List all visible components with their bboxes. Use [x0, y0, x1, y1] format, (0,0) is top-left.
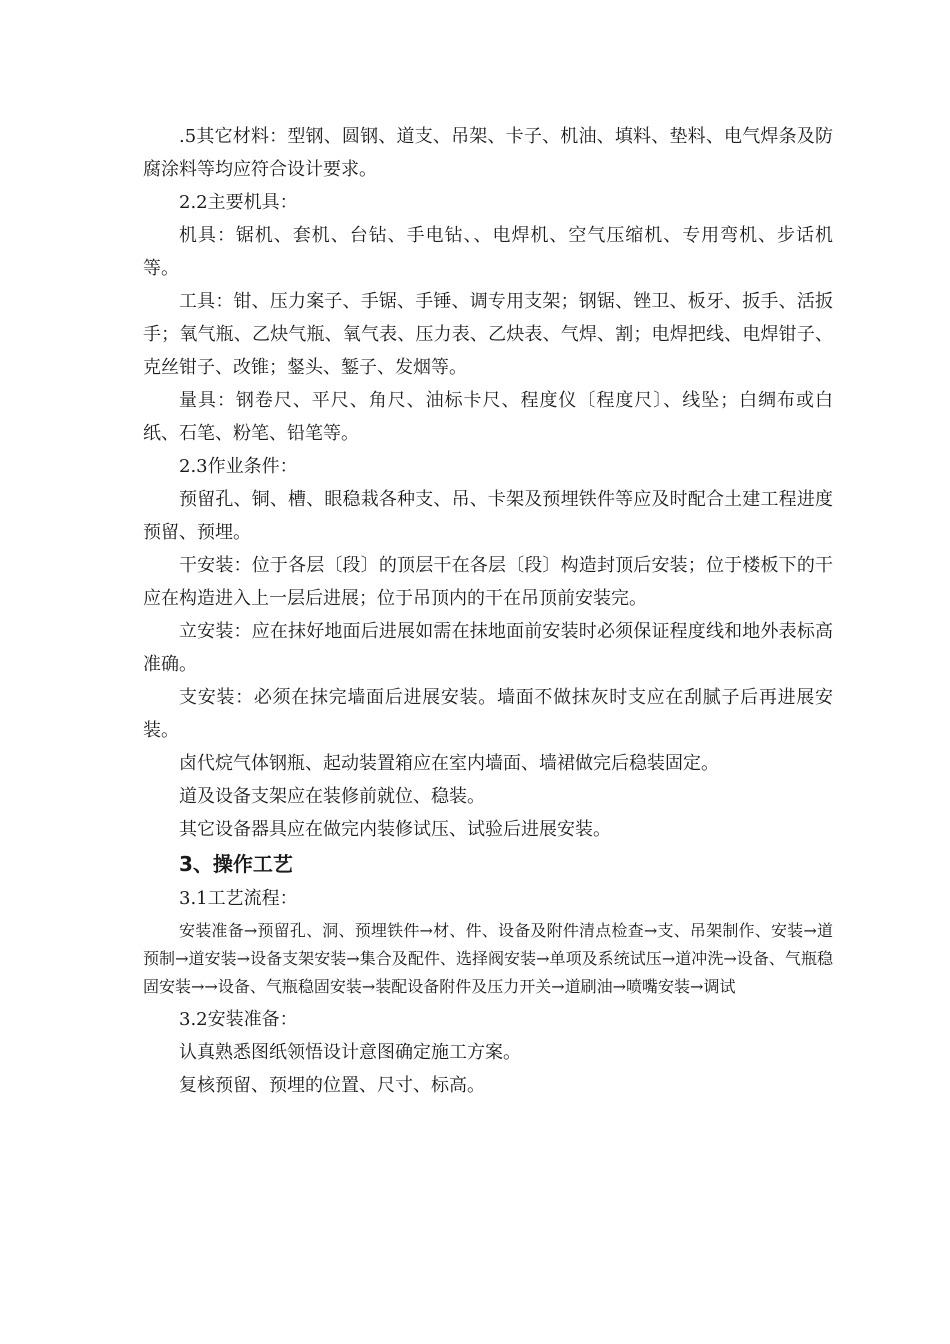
document-body	[143, 120, 833, 1102]
paragraph-verify-positions: 复核预留、预埋的位置、尺寸、标高。	[179, 1075, 485, 1096]
paragraph-main-installation: 干安装：位于各层〔段〕的顶层干在各层〔段〕构造封顶后安装；位于楼板下的干应在构造进入上一层后进展；位于吊顶内的干在吊顶前安装完。	[143, 555, 833, 609]
subheading-installation-prep: 3.2安装准备：	[179, 1009, 298, 1030]
paragraph-study-drawings: 认真熟悉图纸领悟设计意图确定施工方案。	[179, 1042, 521, 1063]
paragraph-equipment-supports: 道及设备支架应在装修前就位、稳装。	[179, 786, 485, 807]
subheading-work-conditions: 2.3作业条件：	[179, 456, 298, 477]
subheading-process-flow: 3.1工艺流程：	[179, 888, 298, 909]
paragraph-riser-installation: 立安装：应在抹好地面后进展如需在抹地面前安装时必须保证程度线和地外表标高准确。	[143, 621, 833, 675]
subheading-main-tools: 2.2主要机具：	[179, 192, 298, 213]
paragraph-process-flow: 安装准备→预留孔、洞、预埋铁件→材、件、设备及附件清点检查→支、吊架制作、安装→道预制→道安装→设备支架安装→集合及配件、选择阀安装→单项及系统试压→道冲洗→设备、气瓶稳固安装→→设备、气瓶稳固安装→装配设备附件及压力开关→道刷油→喷嘴安装→调试	[143, 921, 833, 996]
paragraph-branch-installation: 支安装：必须在抹完墙面后进展安装。墙面不做抹灰时支应在刮腻子后再进展安装。	[143, 687, 833, 741]
paragraph-gas-cylinders: 卤代烷气体钢瓶、起动装置箱应在室内墙面、墙裙做完后稳装固定。	[179, 753, 719, 774]
paragraph-other-equipment: 其它设备器具应在做完内装修试压、试验后进展安装。	[179, 819, 611, 840]
paragraph-measuring-tools: 量具：钢卷尺、平尺、角尺、油标卡尺、程度仪〔程度尺〕、线坠；白绸布或白纸、石笔、粉笔、铅笔等。	[143, 390, 833, 444]
paragraph-hand-tools: 工具：钳、压力案子、手锯、手锤、调专用支架；钢锯、锉卫、板牙、扳手、活扳手；氧气瓶、乙炔气瓶、氧气表、压力表、乙炔表、气焊、割；电焊把线、电焊钳子、克丝钳子、改锥；錖头、錾子、发烟等。	[143, 291, 833, 378]
section-heading-operation-process: 3、操作工艺	[179, 852, 293, 876]
paragraph-reserved-holes: 预留孔、铜、槽、眼稳栽各种支、吊、卡架及预埋铁件等应及时配合土建工程进度预留、预埋。	[143, 489, 833, 543]
paragraph-machines: 机具：锯机、套机、台钻、手电钻、、电焊机、空气压缩机、专用弯机、步话机等。	[143, 225, 833, 279]
paragraph-other-materials: .5其它材料：型钢、圆钢、道支、吊架、卡子、机油、填料、垫料、电气焊条及防腐涂料等均应符合设计要求。	[143, 126, 833, 180]
